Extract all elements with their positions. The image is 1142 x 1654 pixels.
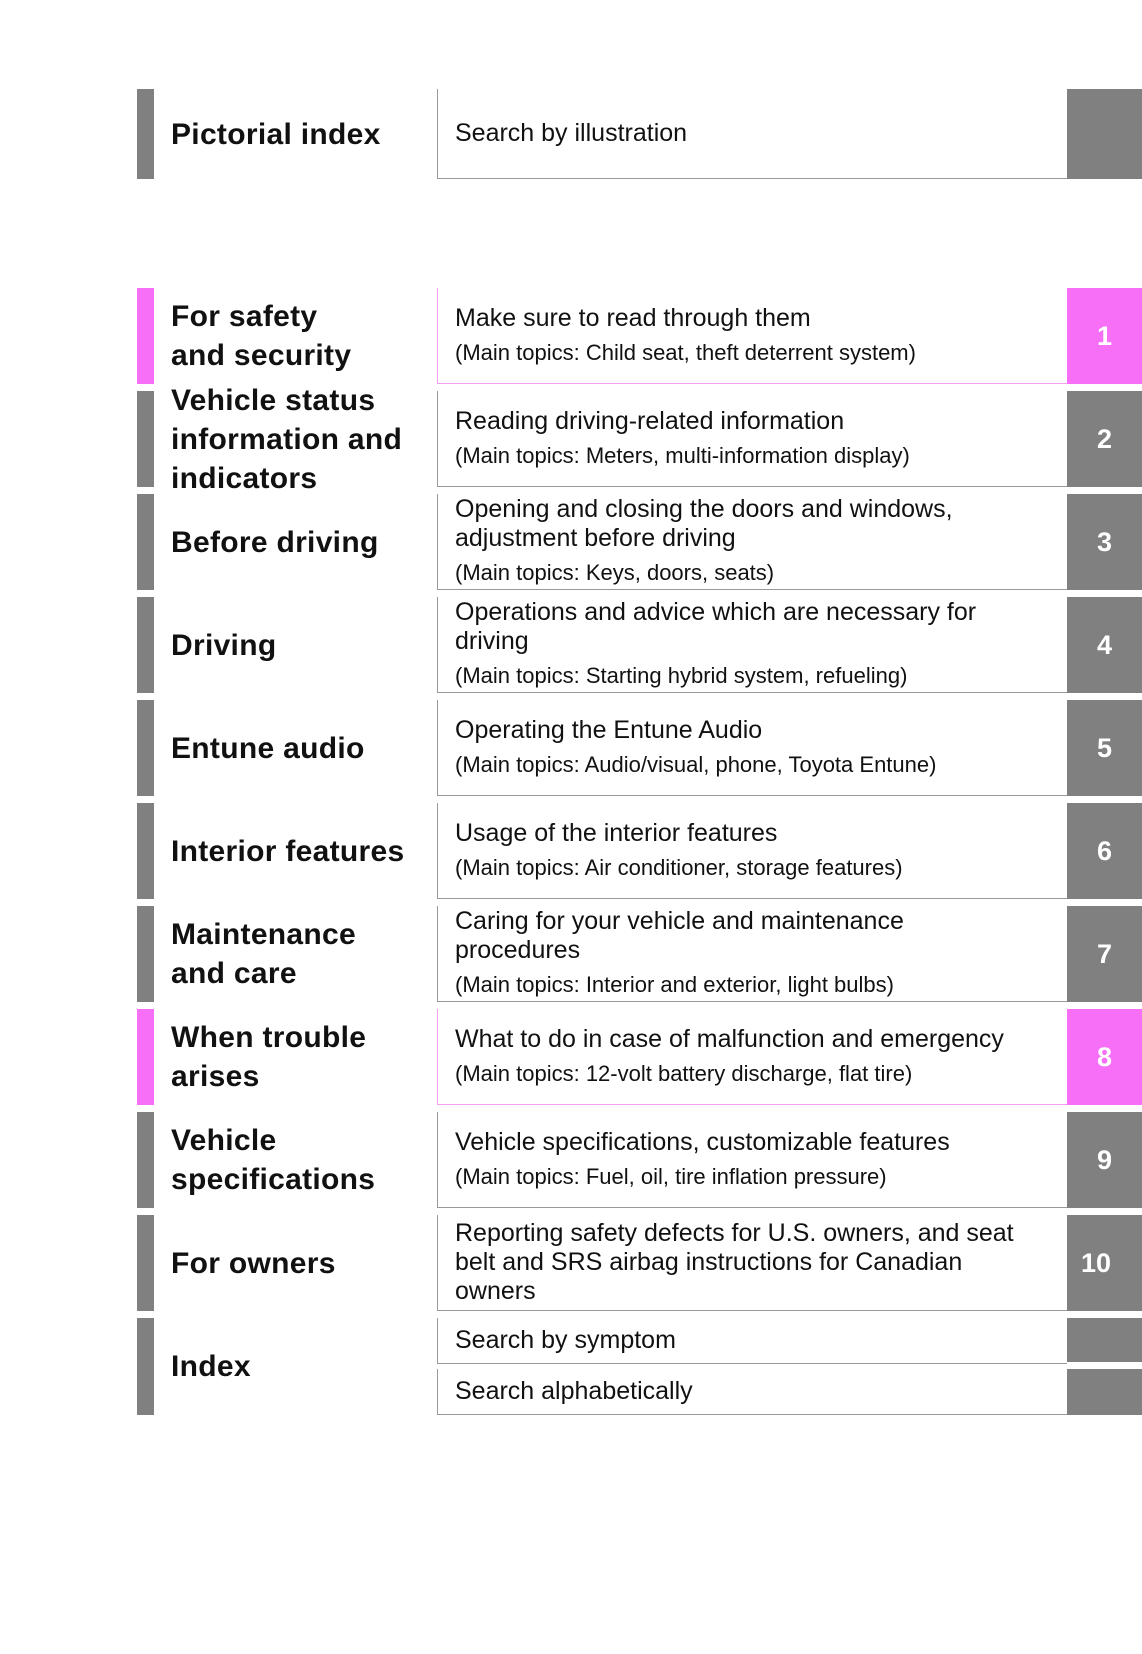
chapter-description: Operations and advice which are necessary for driving (455, 598, 977, 655)
chapter-row-1[interactable] (137, 288, 1142, 384)
chapter-row-10[interactable] (137, 1215, 1142, 1311)
chapter-description: What to do in case of malfunction and emergency (455, 1024, 1004, 1053)
chapter-topics: (Main topics: Fuel, oil, tire inflation pressure) (455, 1163, 887, 1189)
section-bar (137, 391, 154, 487)
chapter-tab-3[interactable]: 3 (1067, 494, 1142, 590)
chapter-row-3[interactable] (137, 494, 1142, 590)
chapter-topics: (Main topics: Meters, multi-information display) (455, 442, 910, 468)
chapter-description: Usage of the interior features (455, 818, 778, 847)
chapter-row-9[interactable] (137, 1112, 1142, 1208)
index-row (137, 1318, 1142, 1415)
section-bar (137, 1318, 154, 1415)
chapter-title: For safety and security (171, 300, 352, 372)
search-by-symptom-link[interactable]: Search by symptom (437, 1318, 1067, 1364)
chapter-title: For owners (171, 1246, 336, 1280)
chapter-description-box (437, 906, 1067, 1002)
chapter-description-box (437, 1009, 1067, 1105)
index-tab-symptom[interactable] (1067, 1318, 1142, 1362)
chapter-row-7[interactable] (137, 906, 1142, 1002)
chapter-tab-5[interactable]: 5 (1067, 700, 1142, 796)
chapter-tab-9[interactable]: 9 (1067, 1112, 1142, 1208)
section-description-box: Search by illustration (437, 89, 1067, 179)
section-bar (137, 1215, 154, 1311)
chapter-row-6[interactable] (137, 803, 1142, 899)
chapter-description: Opening and closing the doors and windows, adjustment before driving (455, 495, 953, 552)
chapter-title: Vehicle status information and indicators (171, 383, 403, 495)
section-title: Index (171, 1350, 251, 1383)
chapter-description-box (437, 1215, 1067, 1311)
chapter-title: Vehicle specifications (171, 1124, 376, 1196)
chapter-title: Driving (171, 628, 277, 662)
pictorial-index-row[interactable] (137, 89, 1142, 179)
chapter-tab-10[interactable]: 10 (1067, 1215, 1142, 1311)
chapter-description-box (437, 494, 1067, 590)
section-bar (137, 288, 154, 384)
chapter-title: When trouble arises (171, 1021, 367, 1093)
chapter-title: Before driving (171, 525, 379, 559)
chapter-description-box (437, 288, 1067, 384)
chapter-tab-4[interactable]: 4 (1067, 597, 1142, 693)
chapter-description-box (437, 700, 1067, 796)
chapter-description: Reading driving-related information (455, 406, 845, 435)
chapter-topics: (Main topics: Starting hybrid system, refueling) (455, 663, 908, 688)
chapter-row-5[interactable] (137, 700, 1142, 796)
section-tab[interactable] (1067, 89, 1142, 179)
chapter-description: Vehicle specifications, customizable features (455, 1127, 950, 1156)
section-title: Pictorial index (171, 117, 381, 151)
section-bar (137, 494, 154, 590)
chapter-row-8[interactable] (137, 1009, 1142, 1105)
chapter-description-box (437, 597, 1067, 693)
chapter-description: Make sure to read through them (455, 303, 811, 332)
chapter-topics: (Main topics: Keys, doors, seats) (455, 560, 775, 585)
chapter-topics: (Main topics: 12-volt battery discharge, flat tire) (455, 1060, 913, 1086)
chapter-description: Reporting safety defects for U.S. owners, and seat belt and SRS airbag instructions for Canadian owners (455, 1219, 1014, 1305)
chapter-description: Operating the Entune Audio (455, 715, 763, 744)
chapter-tab-8[interactable]: 8 (1067, 1009, 1142, 1105)
section-bar (137, 700, 154, 796)
chapter-description-box (437, 803, 1067, 899)
search-alphabetically-link[interactable]: Search alphabetically (437, 1369, 1067, 1415)
chapter-row-2[interactable] (137, 383, 1142, 495)
section-bar (137, 89, 154, 179)
section-bar (137, 1009, 154, 1105)
section-bar (137, 803, 154, 899)
chapter-topics: (Main topics: Air conditioner, storage features) (455, 854, 903, 880)
chapter-tab-2[interactable]: 2 (1067, 391, 1142, 487)
section-bar (137, 1112, 154, 1208)
section-bar (137, 597, 154, 693)
chapter-row-4[interactable] (137, 597, 1142, 693)
chapter-description-box (437, 391, 1067, 487)
chapter-topics: (Main topics: Interior and exterior, light bulbs) (455, 972, 894, 997)
chapter-title: Entune audio (171, 731, 365, 765)
section-bar (137, 906, 154, 1002)
chapter-title: Interior features (171, 834, 405, 868)
chapter-title: Maintenance and care (171, 918, 357, 990)
chapter-tab-7[interactable]: 7 (1067, 906, 1142, 1002)
chapter-description: Caring for your vehicle and maintenance procedures (455, 907, 904, 964)
chapter-topics: (Main topics: Audio/visual, phone, Toyota Entune) (455, 751, 937, 777)
index-tab-alphabetical[interactable] (1067, 1369, 1142, 1415)
chapter-topics: (Main topics: Child seat, theft deterrent system) (455, 339, 916, 365)
chapter-tab-1[interactable]: 1 (1067, 288, 1142, 384)
chapter-description-box (437, 1112, 1067, 1208)
chapter-tab-6[interactable]: 6 (1067, 803, 1142, 899)
